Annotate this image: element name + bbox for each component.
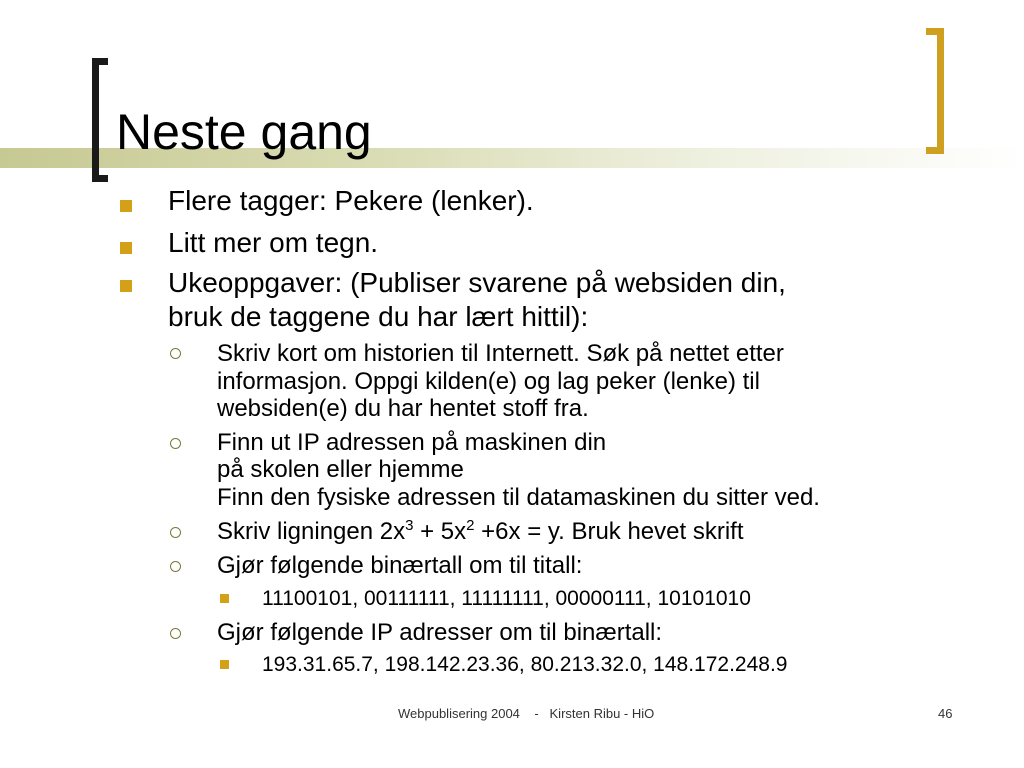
sub-bullet-item [217,518,744,546]
sub-bullet-item: Skriv kort om historien til Internett. Søk på nettet etter [217,340,784,367]
footer-text: Webpublisering 2004 - Kirsten Ribu - HiO [398,706,655,721]
bullet-square-icon [120,242,132,254]
slide-title: Neste gang [116,104,372,160]
equation-text: +6x = y. Bruk hevet skrift [474,518,744,545]
bullet-item: Flere tagger: Pekere (lenker). [168,185,534,216]
bullet-circle-icon [170,527,181,538]
sub-bullet-continuation: Finn den fysiske adressen til datamaskinen du sitter ved. [217,484,820,511]
left-bracket-decoration [92,58,108,182]
sub-bullet-continuation: informasjon. Oppgi kilden(e) og lag peker (lenke) til [217,368,760,395]
sub-bullet-item: Finn ut IP adressen på maskinen din [217,429,607,456]
bullet-circle-icon [170,628,181,639]
equation-text: + 5x [413,518,467,545]
bullet-item: Litt mer om tegn. [168,227,379,258]
bullet-circle-icon [170,438,181,449]
page-number: 46 [938,706,953,721]
sub-sub-bullet-item: 11100101, 00111111, 11111111, 00000111, 10101010 [262,587,751,610]
bullet-small-square-icon [220,660,229,669]
bullet-item: Ukeoppgaver: (Publiser svarene på websiden din, [168,267,786,298]
bullet-item-continuation: bruk de taggene du har lært hittil): [168,301,589,332]
equation-text: Skriv ligningen 2x [217,518,406,545]
bullet-square-icon [120,200,132,212]
superscript: 3 [405,517,414,534]
right-bracket-decoration [926,28,944,154]
sub-sub-bullet-item: 193.31.65.7, 198.142.23.36, 80.213.32.0, 148.172.248.9 [262,653,788,676]
bullet-square-icon [120,280,132,292]
sub-bullet-item: Gjør følgende IP adresser om til binærtall: [217,619,663,646]
bullet-small-square-icon [220,594,229,603]
sub-bullet-item: Gjør følgende binærtall om til titall: [217,552,583,579]
bullet-circle-icon [170,561,181,572]
sub-bullet-continuation: websiden(e) du har hentet stoff fra. [217,395,589,422]
superscript: 2 [466,517,475,534]
bullet-circle-icon [170,348,181,359]
sub-bullet-continuation: på skolen eller hjemme [217,456,464,483]
